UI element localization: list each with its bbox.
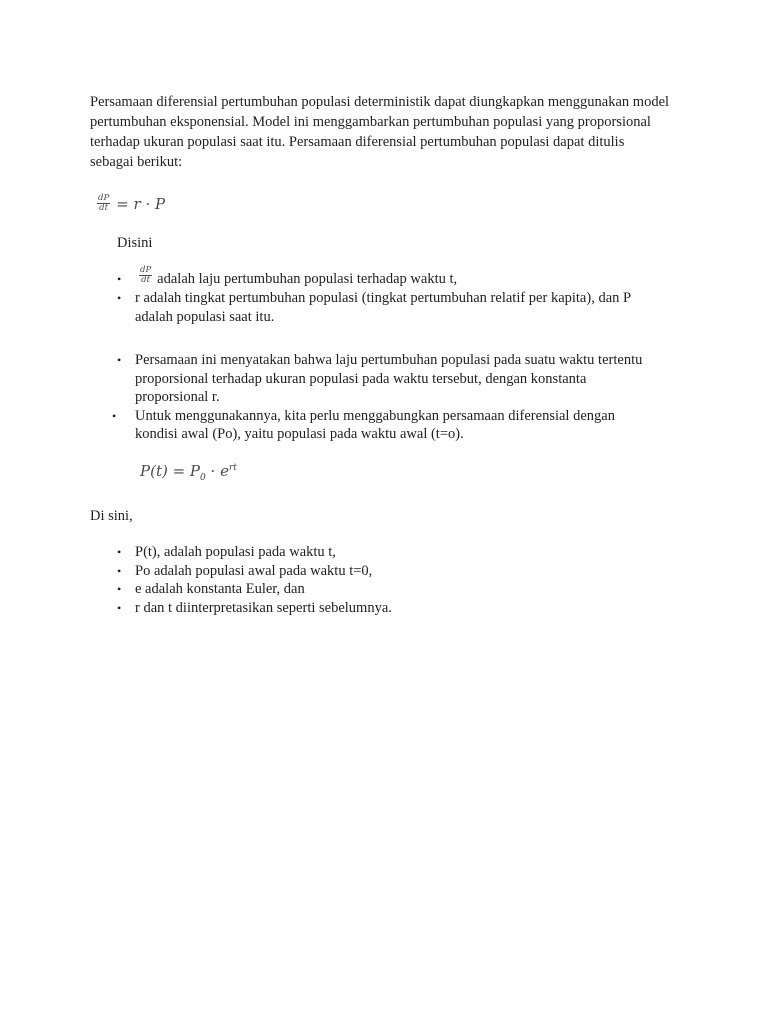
disini-heading: Disini <box>117 235 153 251</box>
list-item <box>117 351 657 407</box>
equation-rhs: = r · P <box>116 194 166 213</box>
di-sini-heading: Di sini, <box>90 508 133 524</box>
bullet-icon: • <box>117 272 122 286</box>
list-item-text: r dan t diinterpretasikan seperti sebelumnya. <box>135 599 392 616</box>
equation-lhs: P(t) = P <box>140 462 201 480</box>
equation-subscript: 0 <box>200 473 206 483</box>
equation-exponential <box>140 462 237 483</box>
list-item <box>117 289 657 326</box>
equation-dpdt <box>97 194 165 213</box>
list-item-text: r adalah tingkat pertumbuhan populasi (tingkat pertumbuhan relatif per kapita), dan P adalah populasi saat itu. <box>135 290 631 325</box>
bullet-icon: • <box>117 353 122 367</box>
list-item <box>117 580 657 599</box>
bullet-icon: • <box>117 582 122 596</box>
list-item-text: P(t), adalah populasi pada waktu t, <box>135 544 336 560</box>
list-item <box>117 599 657 618</box>
bullet-icon: • <box>117 563 122 578</box>
equation-superscript: rt <box>228 463 237 473</box>
equation-middle: · e <box>205 462 229 480</box>
bullet-icon: • <box>112 408 117 423</box>
list-item <box>117 265 657 289</box>
list-item <box>112 407 657 444</box>
list-item-text: adalah laju pertumbuhan populasi terhadap waktu t, <box>157 271 458 287</box>
intro-paragraph: Persamaan diferensial pertumbuhan populasi deterministik dapat diungkapkan menggunakan model pertumbuhan eksponensial. Model ini menggambarkan pertumbuhan populasi yang proporsional terhadap ukuran populasi saat itu. Persamaan diferensial pertumbuhan populasi dapat ditulis sebagai berikut: <box>90 94 670 170</box>
explanation-list <box>112 351 657 444</box>
list-item-text: Po adalah populasi awal pada waktu t=0, <box>135 562 373 579</box>
fraction-numerator: dP <box>140 265 152 276</box>
intro-paragraph-container <box>90 92 670 172</box>
equation-fraction <box>97 194 110 213</box>
definition-list <box>117 265 657 326</box>
inline-fraction <box>139 266 152 285</box>
bullet-icon: • <box>117 291 122 306</box>
bullet-icon: • <box>117 600 122 615</box>
fraction-numerator: dP <box>98 193 110 203</box>
fraction-denominator: dt <box>141 275 151 286</box>
fraction-denominator: dt <box>99 203 109 213</box>
bullet-icon: • <box>117 545 122 559</box>
list-item <box>117 543 657 562</box>
variables-list <box>117 543 657 617</box>
list-item-text: e adalah konstanta Euler, dan <box>135 581 305 597</box>
list-item-text: Persamaan ini menyatakan bahwa laju pertumbuhan populasi pada suatu waktu tertentu proporsional terhadap ukuran populasi pada waktu tersebut, dengan konstanta proporsional r. <box>135 352 643 405</box>
list-item <box>117 562 657 581</box>
list-item-text: Untuk menggunakannya, kita perlu menggabungkan persamaan diferensial dengan kondisi awal (Po), yaitu populasi pada waktu awal (t=o). <box>135 407 615 442</box>
